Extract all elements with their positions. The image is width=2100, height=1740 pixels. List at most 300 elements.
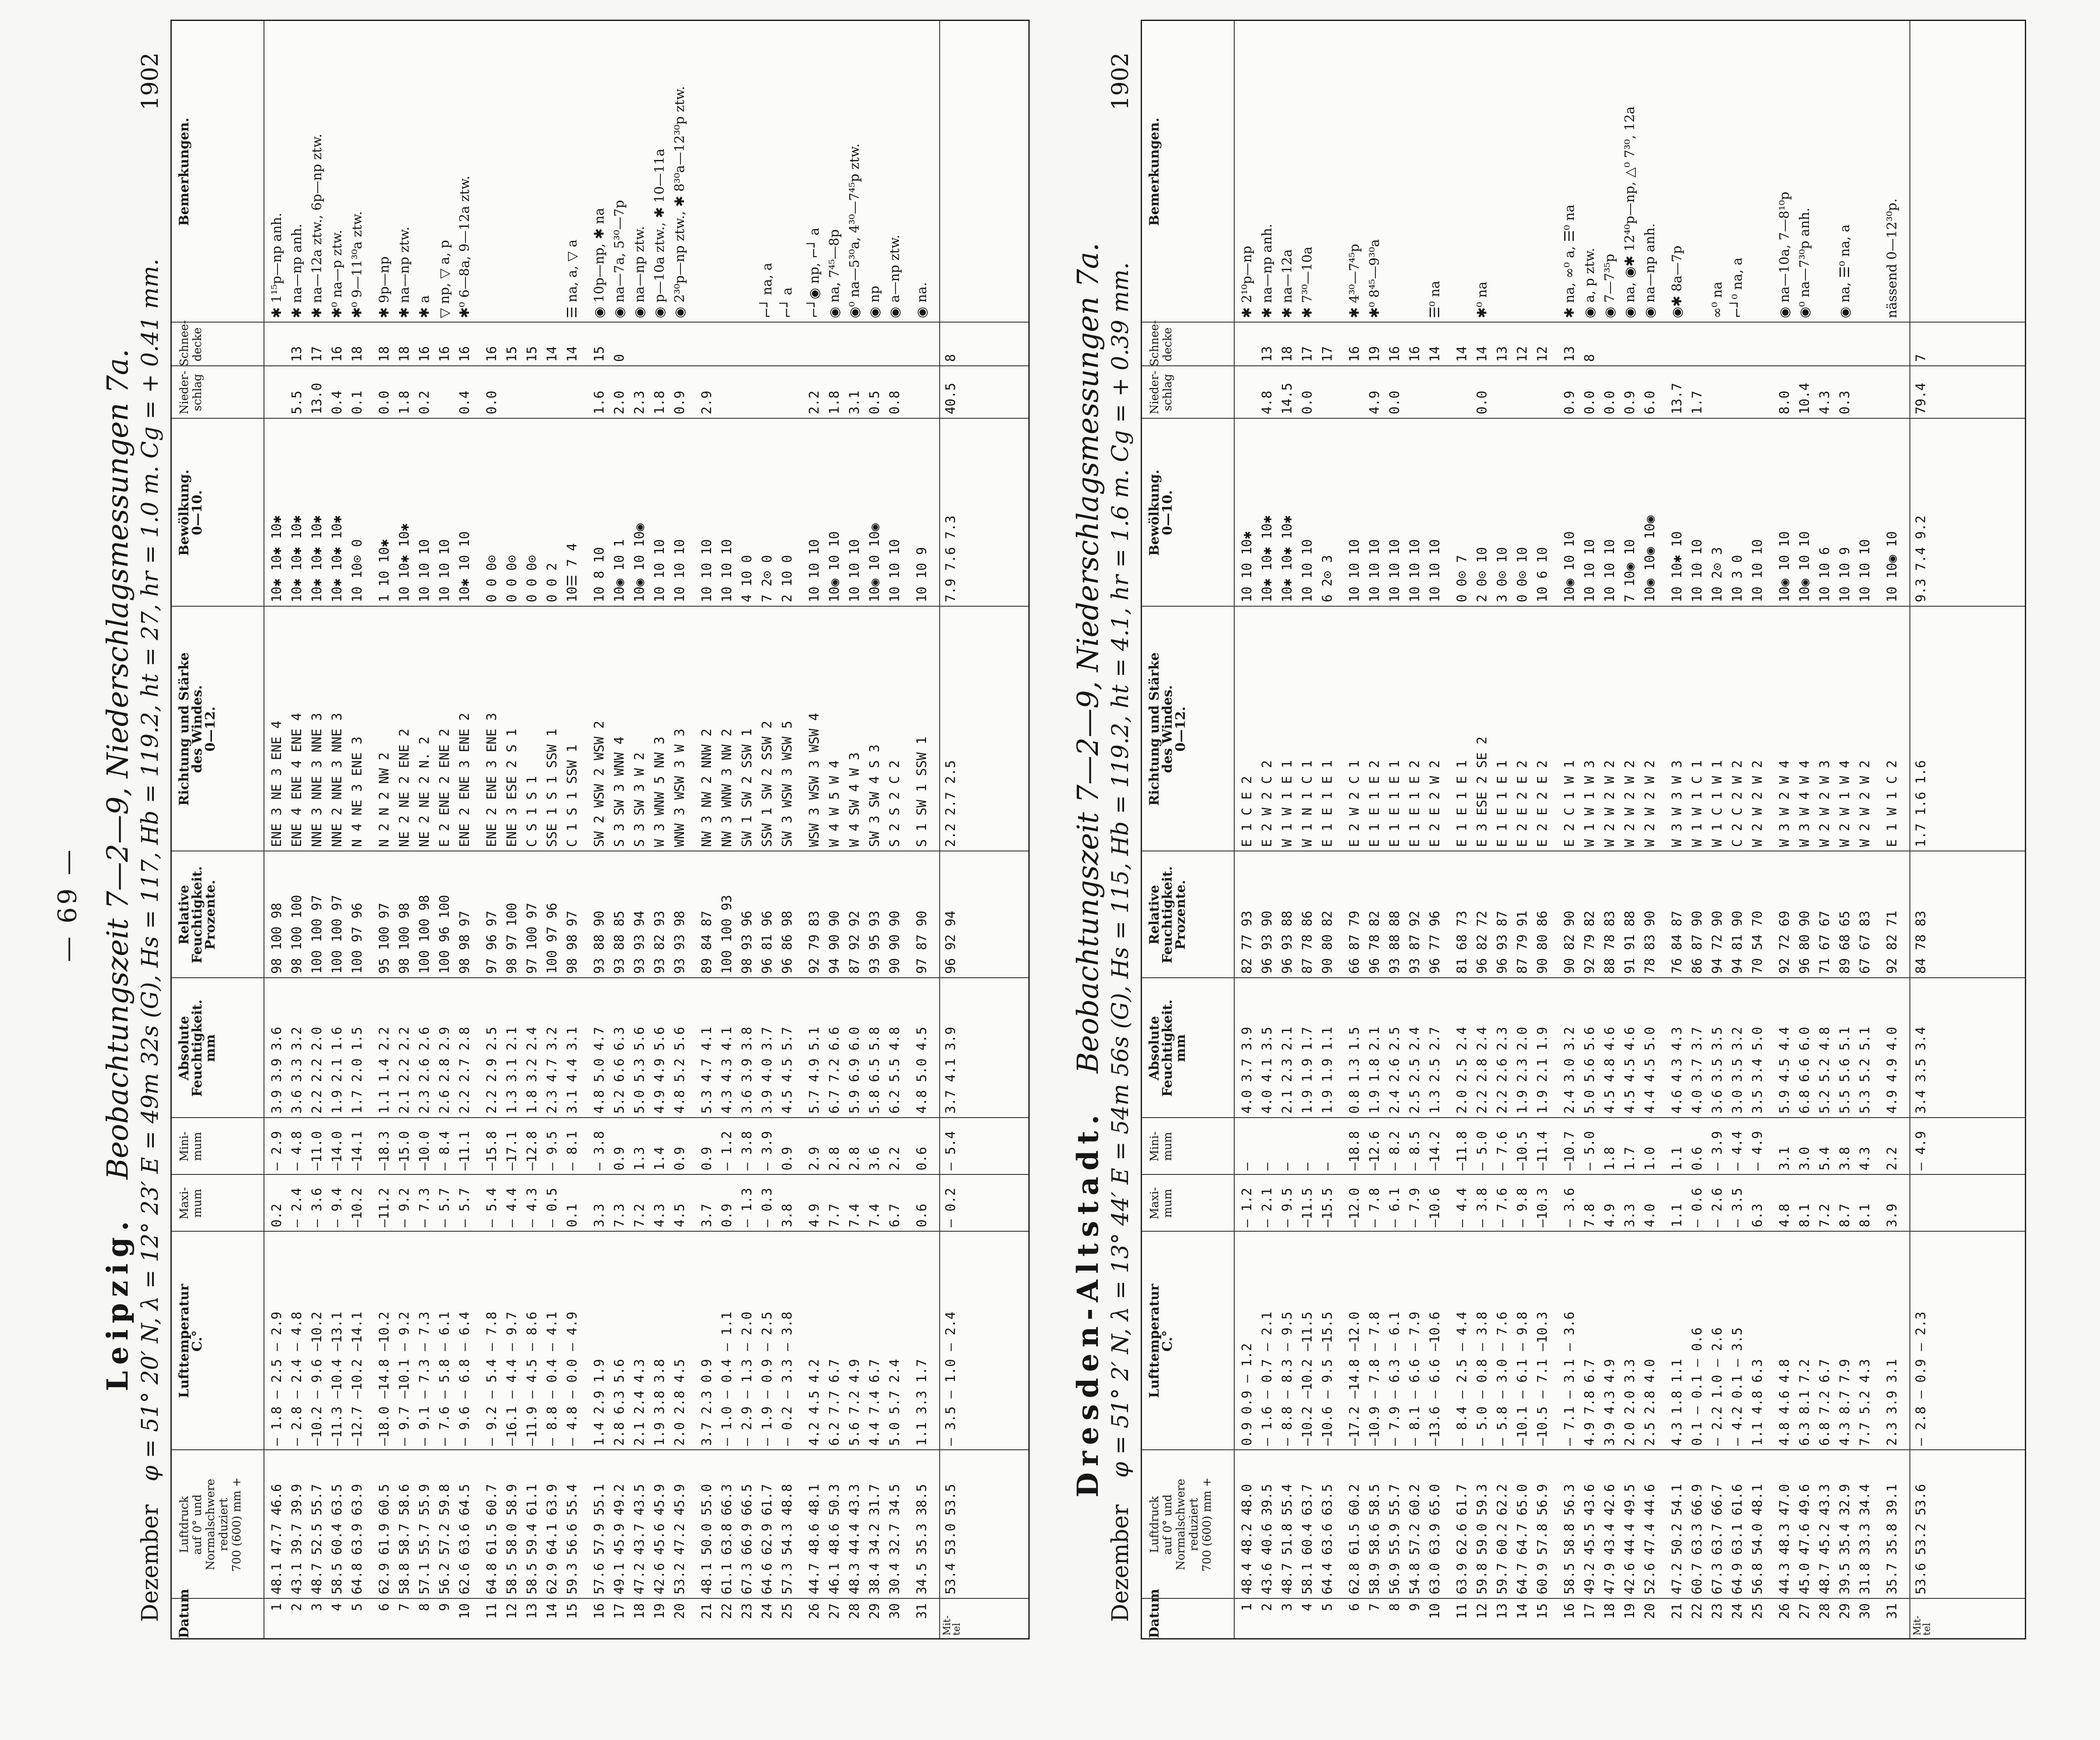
cell-b: 10 10✱ 10✱ — [397, 523, 412, 602]
mean-divider — [1909, 21, 1910, 1638]
cell-b: 10 10 10 — [417, 539, 432, 602]
cell-x: — 2.4 — [289, 1188, 305, 1227]
cell-b: 10 10 6 — [1817, 547, 1833, 602]
cell-b: 10 10 10 — [1750, 539, 1765, 602]
cell-ns: 2.9 — [699, 390, 715, 414]
cell-p: 64.7 64.7 65.0 — [1515, 1484, 1530, 1594]
cell-b: 10✱ 10✱ 10✱ — [1280, 515, 1295, 602]
cell-t: — 7.9 — 6.3 — 6.1 — [1387, 1311, 1402, 1446]
cell-a: 4.0 4.1 3.5 — [1260, 1027, 1275, 1114]
cell-p: 48.7 52.5 55.7 — [309, 1484, 325, 1594]
mean-row — [942, 21, 962, 1638]
cell-w: ENE 3 NE 3 ENE 4 — [269, 721, 285, 847]
cell-d: 10 — [1427, 1603, 1443, 1619]
cell-a: 2.3 4.7 3.2 — [545, 1027, 560, 1114]
cell-x: —12.0 — [1347, 1188, 1362, 1227]
cell-a: 0.8 1.3 1.5 — [1347, 1027, 1362, 1114]
cell-ns: 14.5 — [1280, 382, 1295, 414]
table-row — [1279, 21, 1296, 1638]
cell-n: —10.7 — [1562, 1131, 1577, 1170]
cell-f: 97 96 97 — [484, 910, 500, 974]
cell-w: E 2 W 2 C 1 — [1347, 760, 1362, 847]
table-row — [289, 21, 305, 1638]
table-row — [1427, 21, 1444, 1638]
cell-x: 7.2 — [1817, 1203, 1833, 1227]
cell-n: — 3.8 — [739, 1131, 755, 1170]
cell-a: 3.0 3.5 3.2 — [1730, 1027, 1745, 1114]
cell-p: 44.3 48.3 47.0 — [1777, 1484, 1792, 1594]
cell-p: 54.8 57.2 60.2 — [1407, 1484, 1423, 1594]
table-row — [1749, 21, 1766, 1638]
cell-n: 1.4 — [652, 1146, 667, 1170]
mean-ns: 40.5 — [943, 382, 958, 414]
cell-d: 5 — [350, 1603, 365, 1611]
table-row — [719, 21, 736, 1638]
cell-a: 6.2 5.5 4.8 — [887, 1027, 902, 1114]
cell-a: 4.4 4.5 5.0 — [1642, 1027, 1658, 1114]
cell-sd: 14 — [565, 346, 580, 362]
table-row — [1387, 21, 1403, 1638]
cell-b: 10 10 10 — [672, 539, 687, 602]
cell-t: 4.4 7.4 6.7 — [867, 1359, 882, 1446]
cell-ns: 0.9 — [1622, 390, 1638, 414]
cell-rem: ☰⁰ na — [1427, 281, 1443, 318]
cell-f: 93 93 94 — [632, 910, 647, 974]
cell-sd: 16 — [1347, 346, 1362, 362]
cell-x: — 9.5 — [1280, 1188, 1295, 1227]
cell-a: 4.8 5.2 5.6 — [672, 1027, 687, 1114]
cell-f: 93 87 92 — [1407, 910, 1423, 974]
dresden-table — [1141, 20, 2026, 1639]
cell-x: — 4.3 — [524, 1188, 540, 1227]
cell-w: SW 1 SW 2 SSW 1 — [739, 729, 755, 847]
table-row — [591, 21, 608, 1638]
cell-p: 39.5 35.4 32.9 — [1837, 1484, 1853, 1594]
cell-n: —15.8 — [484, 1131, 500, 1170]
table-row — [1884, 21, 1901, 1638]
cell-n: —18.8 — [1347, 1131, 1362, 1170]
header-minimum: Mini- mum — [1148, 1131, 1174, 1162]
cell-b: 4 10 0 — [739, 555, 755, 602]
cell-w: W 3 W 2 W 4 — [1777, 760, 1792, 847]
cell-w: SSW 1 SW 2 SSW 2 — [760, 721, 775, 847]
page-number: — 69 — — [52, 847, 82, 962]
cell-b: 0 0 0⊙ — [524, 555, 540, 602]
mean-sd: 8 — [943, 354, 958, 362]
cell-w: E 2 C 1 W 1 — [1562, 760, 1577, 847]
cell-n: 0.9 — [612, 1146, 627, 1170]
mean-a: 3.4 3.5 3.4 — [1913, 1027, 1929, 1114]
cell-b: 10 10 10 — [437, 539, 452, 602]
cell-a: 5.9 6.9 6.0 — [847, 1027, 862, 1114]
cell-a: 5.5 5.6 5.1 — [1837, 1027, 1853, 1114]
cell-rem: ◉ np — [867, 285, 882, 318]
cell-rem: ✱⁰ 8⁴⁵—9³⁰a — [1367, 239, 1382, 318]
cell-t: 4.3 1.8 1.1 — [1670, 1359, 1685, 1446]
cell-x: 1.1 — [1670, 1203, 1685, 1227]
table-row — [1669, 21, 1686, 1638]
cell-x: 7.2 — [632, 1203, 647, 1227]
cell-w: W 2 W 2 W 3 — [1817, 760, 1833, 847]
table-row — [699, 21, 715, 1638]
cell-w: S 1 SW 1 SSW 1 — [914, 736, 930, 847]
cell-p: 58.8 58.7 58.6 — [397, 1484, 412, 1594]
cell-t: 4.8 4.6 4.8 — [1777, 1359, 1792, 1446]
cell-d: 26 — [1777, 1603, 1792, 1619]
cell-rem: ◉ 7—7³⁵p — [1602, 254, 1618, 318]
cell-w: E 2 E 2 E 2 — [1515, 760, 1530, 847]
cell-f: 89 84 87 — [699, 910, 715, 974]
header-niederschlag: Nieder- schlag — [1148, 371, 1174, 414]
cell-d: 8 — [1387, 1603, 1402, 1611]
cell-x: 3.9 — [1885, 1203, 1900, 1227]
cell-n: —10.5 — [1515, 1131, 1530, 1170]
cell-d: 29 — [867, 1603, 882, 1619]
cell-rem: ✱ 9p—np — [377, 256, 392, 318]
cell-b: 10 10 10 — [1367, 539, 1382, 602]
table-row — [1837, 21, 1854, 1638]
cell-w: E 3 ESE 2 SE 2 — [1475, 736, 1490, 847]
cell-n: 0.6 — [1690, 1146, 1705, 1170]
cell-w: S 3 SW 3 W 2 — [632, 752, 647, 847]
cell-sd: 12 — [1535, 346, 1550, 362]
cell-f: 98 98 97 — [565, 910, 580, 974]
cell-d: 18 — [632, 1603, 647, 1619]
cell-t: 0.1 — 0.1 — 0.6 — [1690, 1327, 1705, 1446]
cell-x: — 4.4 — [1454, 1188, 1470, 1227]
cell-rem: ⌐┘⁰ na, a — [1730, 257, 1745, 318]
cell-rem: ◉ na. — [914, 282, 930, 318]
cell-sd: 13 — [1562, 346, 1577, 362]
cell-t: — 8.8 — 8.3 — 9.5 — [1280, 1311, 1295, 1446]
cell-rem: ∞⁰ na — [1710, 281, 1725, 318]
cell-a: 2.1 2.2 2.2 — [397, 1027, 412, 1114]
cell-w: E 2 E 2 W 2 — [1427, 760, 1443, 847]
cell-w: WNW 3 WSW 3 W 3 — [672, 729, 687, 847]
leipzig-subtitle: Beobachtungszeit 7—2—9, Niederschlagsmessungen 7a. — [101, 349, 135, 1180]
cell-x: —15.5 — [1320, 1188, 1335, 1227]
cell-b: 10☰ 7 4 — [565, 543, 580, 602]
cell-a: 1.9 1.9 1.7 — [1300, 1027, 1315, 1114]
cell-p: 64.6 62.9 61.7 — [760, 1484, 775, 1594]
cell-rem: ▽ np, ▽ a, p — [437, 240, 452, 318]
table-row — [376, 21, 393, 1638]
cell-b: 10 10 10 — [699, 539, 715, 602]
cell-p: 64.9 63.1 61.6 — [1730, 1484, 1745, 1594]
cell-t: — 5.0 — 0.8 — 3.8 — [1475, 1311, 1490, 1446]
table-row — [1642, 21, 1659, 1638]
cell-p: 56.8 54.0 48.1 — [1750, 1484, 1765, 1594]
cell-t: — 9.1 — 7.3 — 7.3 — [417, 1311, 432, 1446]
cell-b: 10 10 10✱ — [1239, 531, 1255, 602]
cell-n: —17.1 — [504, 1131, 520, 1170]
cell-n: 2.2 — [887, 1146, 902, 1170]
cell-a: 3.6 3.3 3.2 — [289, 1027, 305, 1114]
cell-p: 58.5 58.8 56.3 — [1562, 1484, 1577, 1594]
cell-w: W 2 W 2 W 2 — [1642, 760, 1658, 847]
cell-a: 4.9 4.9 4.0 — [1885, 1027, 1900, 1114]
cell-p: 48.3 44.4 43.3 — [847, 1484, 862, 1594]
cell-x: —10.2 — [350, 1188, 365, 1227]
leipzig-table — [170, 20, 1030, 1639]
cell-t: —13.6 — 6.6 —10.6 — [1427, 1311, 1443, 1446]
table-row — [1494, 21, 1511, 1638]
cell-t: 1.9 3.8 3.8 — [652, 1359, 667, 1446]
cell-w: ENE 4 ENE 4 ENE 4 — [289, 712, 305, 847]
cell-w: E 2 E 2 E 2 — [1535, 760, 1550, 847]
dresden-station: Dresden-Altstadt. — [1071, 1108, 1105, 1498]
cell-sd: 13 — [1495, 346, 1510, 362]
cell-p: 58.9 58.6 58.5 — [1367, 1484, 1382, 1594]
cell-a: 1.1 1.4 2.2 — [377, 1027, 392, 1114]
header-minimum: Mini- mum — [178, 1131, 204, 1162]
cell-t: — 1.9 — 0.9 — 2.5 — [760, 1311, 775, 1446]
cell-n: 1.3 — [632, 1146, 647, 1170]
cell-n: —12.8 — [524, 1131, 540, 1170]
cell-rem: ⌐┘◉ np, ⌐┘ a — [807, 227, 822, 318]
cell-sd: 16 — [1407, 346, 1423, 362]
cell-rem: ✱⁰ na—p ztw. — [330, 229, 345, 318]
cell-t: 2.3 3.9 3.1 — [1885, 1359, 1900, 1446]
cell-b: 6 2⊙ 3 — [1320, 555, 1335, 602]
cell-sd: 16 — [457, 346, 472, 362]
cell-a: 3.9 4.0 3.7 — [760, 1027, 775, 1114]
table-row — [1602, 21, 1618, 1638]
cell-rem: ◉⁰ na—5³⁰a, 4³⁰—7⁴⁵p ztw. — [847, 143, 862, 318]
cell-b: 10◉ 10 10 — [1562, 531, 1577, 602]
cell-x: —10.6 — [1427, 1188, 1443, 1227]
cell-t: — 1.8 — 2.5 — 2.9 — [269, 1311, 285, 1446]
cell-p: 58.5 59.4 61.1 — [524, 1484, 540, 1594]
cell-d: 17 — [1582, 1603, 1597, 1619]
cell-a: 2.3 2.6 2.6 — [417, 1027, 432, 1114]
cell-n: —15.0 — [397, 1131, 412, 1170]
cell-ns: 1.8 — [397, 390, 412, 414]
cell-p: 57.1 55.7 55.9 — [417, 1484, 432, 1594]
table-row — [632, 21, 648, 1638]
cell-t: — 4.2 0.1 — 3.5 — [1730, 1327, 1745, 1446]
cell-sd: 14 — [1454, 346, 1470, 362]
cell-f: 100 100 97 — [309, 895, 325, 974]
table-row — [544, 21, 561, 1638]
table-row — [1729, 21, 1746, 1638]
cell-d: 12 — [1475, 1603, 1490, 1619]
cell-a: 6.8 6.6 6.0 — [1797, 1027, 1812, 1114]
cell-x: 3.8 — [780, 1203, 795, 1227]
cell-sd: 14 — [545, 346, 560, 362]
cell-d: 16 — [592, 1603, 607, 1619]
cell-t: 3.9 4.3 4.9 — [1602, 1359, 1618, 1446]
cell-p: 64.8 63.9 63.9 — [350, 1484, 365, 1594]
cell-sd: 15 — [524, 346, 540, 362]
cell-p: 60.9 57.8 56.9 — [1535, 1484, 1550, 1594]
header-luftdruck: Luftdruck auf 0° und Normalschwere reduziert 700 (600) mm + — [1148, 1477, 1214, 1572]
cell-f: 93 93 98 — [672, 910, 687, 974]
table-row — [437, 21, 453, 1638]
leipzig-coords: φ = 51° 20′ N, λ = 12° 23′ E = 49m 32s (G), Hs = 117, Hb = 119.2, ht = 27, hr = 1.0 m. Cg = + 0.41 mm. — [137, 258, 163, 1482]
cell-p: 35.7 35.8 39.1 — [1885, 1484, 1900, 1594]
header-relfeucht: Relative Feuchtigkeit. Prozente. — [177, 866, 218, 964]
cell-x: —11.2 — [377, 1188, 392, 1227]
cell-x: 3.7 — [699, 1203, 715, 1227]
cell-x: 0.1 — [565, 1203, 580, 1227]
cell-a: 3.5 3.4 5.0 — [1750, 1027, 1765, 1114]
cell-f: 87 92 92 — [847, 910, 862, 974]
cell-n: — 9.5 — [545, 1131, 560, 1170]
header-wind: Richtung und Stärke des Windes. 0—12. — [1147, 652, 1188, 806]
cell-f: 96 81 96 — [760, 910, 775, 974]
cell-p: 42.6 44.4 49.5 — [1622, 1484, 1638, 1594]
header-divider — [1234, 21, 1235, 1638]
cell-d: 25 — [1750, 1603, 1765, 1619]
cell-x: — 2.6 — [1710, 1188, 1725, 1227]
cell-d: 14 — [1515, 1603, 1530, 1619]
cell-d: 16 — [1562, 1603, 1577, 1619]
cell-n: 1.8 — [1602, 1146, 1618, 1170]
table-row — [417, 21, 433, 1638]
cell-w: E 1 E 1 E 1 — [1495, 760, 1510, 847]
cell-sd: 13 — [1260, 346, 1275, 362]
cell-f: 93 88 85 — [612, 910, 627, 974]
cell-rem: ✱⁰ 6—8a, 9—12a ztw. — [457, 175, 472, 318]
cell-ns: 0.3 — [1837, 390, 1853, 414]
cell-rem: ◉ na, ☰⁰ na, a — [1837, 224, 1853, 318]
table-row — [349, 21, 366, 1638]
cell-rem: ◉ na—np anh. — [1642, 223, 1658, 318]
table-row — [1514, 21, 1531, 1638]
table-row — [1534, 21, 1551, 1638]
cell-w: NNE 2 NNE 3 NNE 3 — [330, 712, 345, 847]
cell-t: — 9.7 —10.1 — 9.2 — [397, 1311, 412, 1446]
cell-x: 7.4 — [847, 1203, 862, 1227]
cell-p: 58.1 60.4 63.7 — [1300, 1484, 1315, 1594]
cell-ns: 0.9 — [1562, 390, 1577, 414]
cell-t: 2.1 2.4 4.3 — [632, 1359, 647, 1446]
cell-p: 47.9 43.4 42.6 — [1602, 1484, 1618, 1594]
cell-x: — 4.4 — [504, 1188, 520, 1227]
cell-d: 13 — [1495, 1603, 1510, 1619]
cell-a: 4.5 4.8 4.6 — [1602, 1027, 1618, 1114]
cell-d: 21 — [699, 1603, 715, 1619]
cell-d: 7 — [1367, 1603, 1382, 1611]
mean-a: 3.7 4.1 3.9 — [943, 1027, 958, 1114]
cell-b: 10 10 10 — [807, 539, 822, 602]
cell-ns: 0.0 — [1300, 390, 1315, 414]
cell-d: 3 — [1280, 1603, 1295, 1611]
table-row — [739, 21, 756, 1638]
cell-w: NE 2 NE 2 N. 2 — [417, 736, 432, 847]
cell-d: 19 — [652, 1603, 667, 1619]
cell-w: NE 2 NE 2 ENE 2 — [397, 729, 412, 847]
cell-n: 0.9 — [672, 1146, 687, 1170]
cell-t: — 7.1 — 3.1 — 3.6 — [1562, 1311, 1577, 1446]
cell-d: 6 — [377, 1603, 392, 1611]
cell-d: 5 — [1320, 1603, 1335, 1611]
cell-ns: 1.7 — [1690, 390, 1705, 414]
cell-x: — 9.8 — [1515, 1188, 1530, 1227]
cell-w: W 1 W 1 E 1 — [1280, 760, 1295, 847]
cell-n: —14.2 — [1427, 1131, 1443, 1170]
cell-ns: 2.3 — [632, 390, 647, 414]
cell-f: 94 81 90 — [1730, 910, 1745, 974]
cell-w: SSE 1 S 1 SSW 1 — [545, 729, 560, 847]
cell-f: 87 79 91 — [1515, 910, 1530, 974]
cell-w: W 3 W 3 W 3 — [1670, 760, 1685, 847]
cell-f: 92 79 82 — [1582, 910, 1597, 974]
cell-w: E 1 E 1 E 1 — [1454, 760, 1470, 847]
cell-t: —18.0 —14.8 —10.2 — [377, 1311, 392, 1446]
cell-n: 3.1 — [1777, 1146, 1792, 1170]
cell-f: 90 90 90 — [887, 910, 902, 974]
cell-a: 1.9 1.9 1.1 — [1320, 1027, 1335, 1114]
cell-ns: 0.8 — [887, 390, 902, 414]
header-luftdruck: Luftdruck auf 0° und Normalschwere reduziert 700 (600) mm + — [178, 1477, 243, 1572]
cell-t: —11.3 —10.4 —13.1 — [330, 1311, 345, 1446]
cell-w: E 1 C E 2 — [1239, 776, 1255, 847]
table-row — [1562, 21, 1578, 1638]
cell-rem: ◉ a—np ztw. — [887, 234, 902, 318]
cell-b: 10 10 10 — [887, 539, 902, 602]
header-absfeucht: Absolute Feuchtigkeit. mm — [177, 999, 218, 1097]
cell-ns: 10.4 — [1797, 382, 1812, 414]
cell-p: 43.6 40.6 39.5 — [1260, 1484, 1275, 1594]
cell-x: — 1.2 — [1239, 1188, 1255, 1227]
cell-f: 82 77 93 — [1239, 910, 1255, 974]
cell-b: 10 10 10 — [1387, 539, 1402, 602]
cell-rem: ✱ na, ∞⁰ a, ☰⁰ na — [1562, 204, 1577, 318]
cell-a: 3.9 3.9 3.6 — [269, 1027, 285, 1114]
cell-f: 71 67 67 — [1817, 910, 1833, 974]
cell-p: 57.6 57.9 55.1 — [592, 1484, 607, 1594]
cell-d: 6 — [1347, 1603, 1362, 1611]
cell-d: 3 — [309, 1603, 325, 1611]
cell-p: 48.1 47.7 46.6 — [269, 1484, 285, 1594]
cell-d: 29 — [1837, 1603, 1853, 1619]
cell-rem: ◉ na, 7⁴⁵—8p — [827, 229, 842, 318]
cell-t: 4.2 4.5 4.2 — [807, 1359, 822, 1446]
cell-w: W 4 SW 4 W 3 — [847, 752, 862, 847]
header-bewoelkung: Bewölkung. 0—10. — [1147, 469, 1175, 556]
cell-n: — 3.9 — [1710, 1131, 1725, 1170]
cell-f: 70 54 70 — [1750, 910, 1765, 974]
cell-ns: 0.1 — [350, 390, 365, 414]
cell-sd: 16 — [484, 346, 500, 362]
cell-d: 27 — [1797, 1603, 1812, 1619]
header-lufttemp: Lufttemperatur C.° — [177, 1284, 205, 1398]
cell-w: E 1 E 1 E 2 — [1367, 760, 1382, 847]
cell-rem: ◉ 10p—np, ✱ na — [592, 208, 607, 318]
cell-b: 10 10 10 — [719, 539, 735, 602]
cell-a: 1.7 2.0 1.5 — [350, 1027, 365, 1114]
cell-d: 24 — [760, 1603, 775, 1619]
cell-w: WSW 3 WSW 3 WSW 4 — [807, 712, 822, 847]
leipzig-title — [101, 0, 135, 1740]
cell-p: 48.1 50.0 55.0 — [699, 1484, 715, 1594]
cell-f: 98 100 100 — [289, 895, 305, 974]
cell-f: 98 100 98 — [269, 903, 285, 974]
cell-b: 10 10 10 — [1347, 539, 1362, 602]
cell-d: 21 — [1670, 1603, 1685, 1619]
cell-d: 28 — [847, 1603, 862, 1619]
cell-sd: 15 — [592, 346, 607, 362]
cell-p: 58.5 58.0 58.9 — [504, 1484, 520, 1594]
cell-p: 64.4 63.6 63.5 — [1320, 1484, 1335, 1594]
cell-t: — 2.9 — 1.3 — 2.0 — [739, 1311, 755, 1446]
cell-n: — 7.6 — [1495, 1131, 1510, 1170]
cell-ns: 0.0 — [1602, 390, 1618, 414]
cell-a: 5.8 6.5 5.8 — [867, 1027, 882, 1114]
cell-f: 90 80 82 — [1320, 910, 1335, 974]
